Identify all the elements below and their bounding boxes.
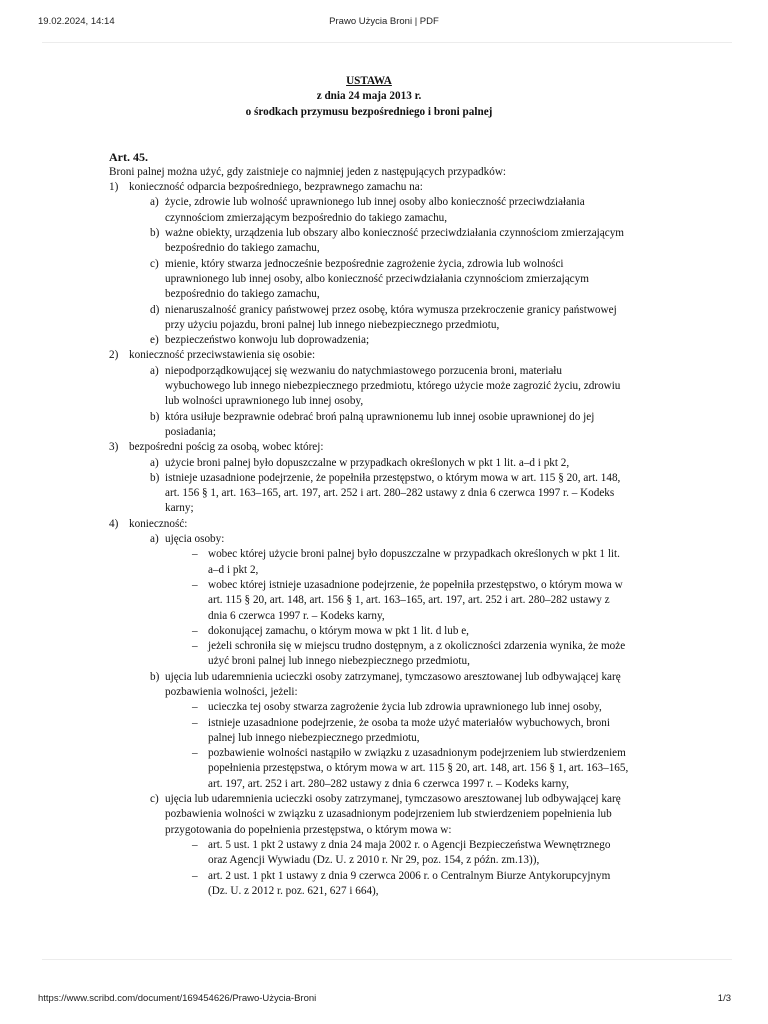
dash-marker: –	[192, 747, 198, 760]
point-text: konieczność odparcia bezpośredniego, bezprawnego zamachu na:	[129, 181, 423, 194]
letter-2a	[109, 364, 629, 410]
letter-marker: b)	[150, 670, 160, 683]
letter-marker: a)	[150, 196, 159, 209]
letter-1c	[109, 257, 629, 303]
letter-text: niepodporządkowującej się wezwaniu do natychmiastowego porzucenia broni, materiału wybuchowego lub innego niebezpiecznego przedmiotu, którego użycie może zagrozić życiu, zdrowiu lub wolności uprawnionego lub innej osoby,	[165, 364, 621, 408]
point-1	[109, 180, 629, 195]
dash-text: jeżeli schroniła się w miejscu trudno dostępnym, a z okoliczności zdarzenia wynika, że może użyć broni palnej lub innego niebezpiecznego przedmiotu,	[208, 640, 626, 668]
letter-marker: b)	[150, 227, 160, 240]
letter-text: ujęcia lub udaremnienia ucieczki osoby zatrzymanej, tymczasowo aresztowanej lub odbywającej karę pozbawienia wolności, jeżeli:	[165, 670, 621, 698]
letter-marker: b)	[150, 471, 160, 484]
dash-text: art. 5 ust. 1 pkt 2 ustawy z dnia 24 maja 2002 r. o Agencji Bezpieczeństwa Wewnętrznego oraz Agencji Wywiadu (Dz. U. z 2010 r. Nr 29, poz. 154, z późn. zm.13)),	[208, 838, 611, 867]
dash-marker: –	[192, 640, 198, 653]
letter-marker: e)	[150, 334, 159, 347]
letter-1e	[109, 333, 629, 348]
dash-item-4c-1	[109, 838, 629, 869]
point-marker: 4)	[109, 517, 119, 530]
dash-item-4a-4	[109, 639, 629, 670]
dash-text: dokonującej zamachu, o którym mowa w pkt 1 lit. d lub e,	[208, 624, 469, 637]
article-number: Art. 45.	[109, 149, 148, 164]
point-3	[109, 440, 629, 455]
dash-item-4b-2	[109, 716, 629, 747]
print-page-title: Prawo Użycia Broni | PDF	[329, 16, 439, 27]
dash-text: istnieje uzasadnione podejrzenie, że osoba ta może użyć materiałów wybuchowych, broni palnej lub innego niebezpiecznego przedmiotu,	[208, 716, 610, 744]
letter-text: użycie broni palnej było dopuszczalne w przypadkach określonych w pkt 1 lit. a–d i pkt 2,	[165, 456, 570, 469]
browser-print-footer	[0, 993, 768, 1009]
letter-4a	[109, 532, 629, 547]
dash-marker: –	[192, 869, 198, 882]
dash-item-4b-1	[109, 700, 629, 715]
letter-marker: a)	[150, 456, 159, 469]
point-2	[109, 348, 629, 363]
letter-4c	[109, 792, 629, 838]
point-text: konieczność przeciwstawienia się osobie:	[129, 349, 316, 362]
dash-marker: –	[192, 624, 198, 637]
letter-4b	[109, 670, 629, 701]
dash-item-4b-3	[109, 746, 629, 792]
print-page-number: 1/3	[717, 993, 731, 1004]
dash-item-4a-3	[109, 624, 629, 639]
point-text: bezpośredni pościg za osobą, wobec której:	[129, 441, 324, 454]
letter-text: nienaruszalność granicy państwowej przez osobę, która wymusza przekroczenie granicy państwowej przy użyciu pojazdu, broni palnej lub innego niebezpiecznego przedmiotu,	[165, 303, 617, 331]
letter-2b	[109, 410, 629, 441]
letter-marker: c)	[150, 257, 159, 270]
point-marker: 3)	[109, 441, 119, 454]
print-url: https://www.scribd.com/document/169454626/Prawo-Użycia-Broni	[38, 993, 317, 1004]
point-text: konieczność:	[129, 517, 188, 530]
letter-marker: c)	[150, 793, 159, 806]
article-intro: Broni palnej można użyć, gdy zaistnieje co najmniej jeden z następujących przypadków:	[109, 165, 507, 178]
letter-text: bezpieczeństwo konwoju lub doprowadzenia;	[165, 334, 370, 347]
dash-item-4a-2	[109, 578, 629, 624]
document-title	[109, 74, 629, 120]
letter-marker: a)	[150, 533, 159, 546]
dash-text: art. 2 ust. 1 pkt 1 ustawy z dnia 9 czerwca 2006 r. o Centralnym Biurze Antykorupcyjnym (Dz. U. z 2012 r. poz. 621, 627 i 664),	[208, 869, 611, 897]
letter-3b	[109, 471, 629, 517]
letter-text: życie, zdrowie lub wolność uprawnionego lub innej osoby albo konieczność przeciwdziałania czynnościom zmierzającym bezpośrednio do takiego zamachu,	[165, 196, 585, 224]
dash-text: pozbawienie wolności nastąpiło w związku z uzasadnionym podejrzeniem lub stwierdzeniem popełnienia przestępstwa, o którym mowa w art. 115 § 20, art. 148, art. 156 § 1, art. 163–165, art. 197, art. 252 i art. 280–282 ustawy z dnia 6 czerwca 1997 r. – Kodeks karny,	[208, 747, 629, 790]
letter-marker: d)	[150, 303, 160, 316]
document-body	[109, 74, 629, 899]
print-datetime: 19.02.2024, 14:14	[38, 16, 115, 27]
letter-text: ujęcia lub udaremnienia ucieczki osoby zatrzymanej, tymczasowo aresztowanej lub odbywającej karę pozbawienia wolności w związku z uzasadnionym podejrzeniem lub stwierdzeniem popełnienia lub przygotowania do popełnienia przestępstwa, o którym mowa w:	[165, 793, 621, 836]
letter-text: mienie, który stwarza jednocześnie bezpośrednie zagrożenie życia, zdrowia lub wolności uprawnionego lub innej osoby, albo konieczność przeciwdziałania czynnościom zmierzającym bezpośrednio do takiego zamachu,	[165, 257, 589, 301]
dash-text: wobec której użycie broni palnej było dopuszczalne w przypadkach określonych w pkt 1 lit. a–d i pkt 2,	[208, 548, 620, 576]
point-4	[109, 517, 629, 532]
title-subject: o środkach przymusu bezpośredniego i broni palnej	[245, 105, 493, 118]
letter-text: istnieje uzasadnione podejrzenie, że popełniła przestępstwo, o którym mowa w art. 115 § 20, art. 148, art. 156 § 1, art. 163–165, art. 197, art. 252 i art. 280–282 ustawy z dnia 6 czerwca 1997 r. – Kodeks karny;	[165, 471, 621, 515]
point-marker: 2)	[109, 349, 119, 362]
dash-marker: –	[192, 701, 198, 714]
letter-3a	[109, 456, 629, 471]
letter-1b	[109, 226, 629, 257]
dash-item-4a-1	[109, 547, 629, 578]
browser-print-header	[0, 16, 768, 32]
title-date: z dnia 24 maja 2013 r.	[316, 90, 422, 103]
title-act-type: USTAWA	[346, 75, 392, 87]
letter-text: ważne obiekty, urządzenia lub obszary albo konieczność przeciwdziałania czynnościom zmierzającym bezpośrednio do takiego zamachu,	[165, 227, 624, 255]
letter-1d	[109, 303, 629, 334]
letter-marker: a)	[150, 364, 159, 377]
letter-marker: b)	[150, 410, 160, 423]
point-marker: 1)	[109, 181, 119, 194]
letter-1a	[109, 195, 629, 226]
dash-item-4c-2	[109, 869, 629, 900]
dash-marker: –	[192, 716, 198, 729]
dash-text: ucieczka tej osoby stwarza zagrożenie życia lub zdrowia uprawnionego lub innej osoby,	[208, 701, 602, 714]
letter-text: ujęcia osoby:	[165, 533, 225, 546]
dash-marker: –	[192, 548, 198, 561]
dash-marker: –	[192, 838, 198, 851]
letter-text: która usiłuje bezprawnie odebrać broń palną uprawnionemu lub innej osobie uprawnionej do jej posiadania;	[165, 410, 595, 438]
dash-marker: –	[192, 578, 198, 591]
dash-text: wobec której istnieje uzasadnione podejrzenie, że popełniła przestępstwo, o którym mowa w art. 115 § 20, art. 148, art. 156 § 1, art. 163–165, art. 197, art. 252 i art. 280–282 ustawy z dnia 6 czerwca 1997 r. – Kodeks karny,	[208, 578, 623, 622]
